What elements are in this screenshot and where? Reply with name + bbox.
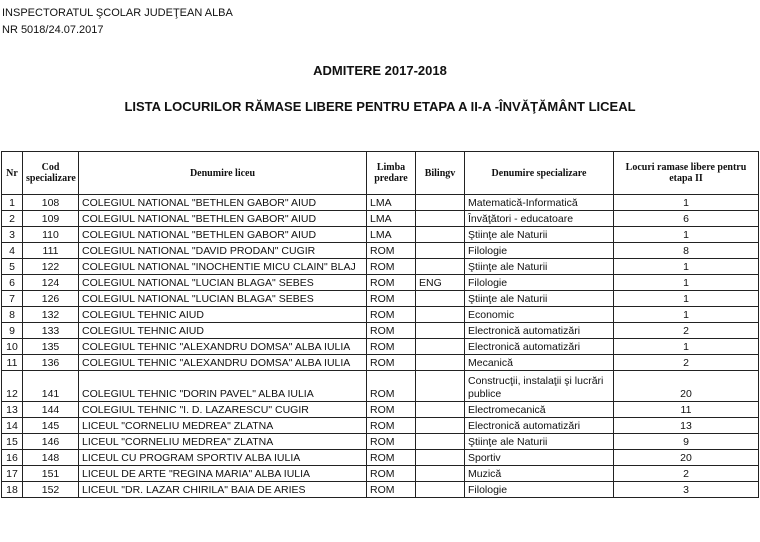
col-header-liceu: Denumire liceu	[79, 152, 367, 195]
row-bilingv	[416, 450, 465, 466]
row-liceu: COLEGIUL TEHNIC "DORIN PAVEL" ALBA IULIA	[79, 371, 367, 402]
row-bilingv	[416, 371, 465, 402]
row-locuri: 2	[614, 323, 759, 339]
row-bilingv	[416, 434, 465, 450]
col-header-specializare: Denumire specializare	[465, 152, 614, 195]
row-limba: ROM	[367, 323, 416, 339]
table-row	[2, 227, 759, 243]
row-bilingv	[416, 243, 465, 259]
row-specializare: Filologie	[465, 243, 614, 259]
institution-name: INSPECTORATUL ŞCOLAR JUDEŢEAN ALBA	[2, 7, 233, 19]
row-cod: 148	[23, 450, 79, 466]
row-liceu: COLEGIUL NATIONAL "BETHLEN GABOR" AIUD	[79, 211, 367, 227]
row-bilingv	[416, 227, 465, 243]
row-limba: ROM	[367, 371, 416, 402]
row-specializare: Construcţii, instalaţii şi lucrări publice	[465, 371, 614, 402]
row-cod: 108	[23, 195, 79, 211]
table-row	[2, 450, 759, 466]
table-row	[2, 482, 759, 498]
row-bilingv	[416, 323, 465, 339]
row-cod: 124	[23, 275, 79, 291]
document-subtitle: LISTA LOCURILOR RĂMASE LIBERE PENTRU ETAPA A II-A -ÎNVĂŢĂMÂNT LICEAL	[124, 99, 636, 114]
col-header-nr: Nr	[2, 152, 23, 195]
row-nr: 13	[2, 402, 23, 418]
row-limba: ROM	[367, 402, 416, 418]
row-cod: 133	[23, 323, 79, 339]
row-nr: 11	[2, 355, 23, 371]
places-table	[1, 151, 759, 498]
row-nr: 6	[2, 275, 23, 291]
col-header-cod: Cod specializare	[23, 152, 79, 195]
col-header-bilingv: Bilingv	[416, 152, 465, 195]
row-specializare: Filologie	[465, 482, 614, 498]
row-limba: ROM	[367, 418, 416, 434]
row-specializare: Electronică automatizări	[465, 339, 614, 355]
row-liceu: LICEUL DE ARTE "REGINA MARIA" ALBA IULIA	[79, 466, 367, 482]
row-bilingv	[416, 482, 465, 498]
row-cod: 109	[23, 211, 79, 227]
table-header-row	[2, 152, 759, 195]
row-limba: ROM	[367, 275, 416, 291]
col-header-limba: Limba predare	[367, 152, 416, 195]
row-specializare: Electromecanică	[465, 402, 614, 418]
row-nr: 7	[2, 291, 23, 307]
row-liceu: LICEUL "CORNELIU MEDREA" ZLATNA	[79, 418, 367, 434]
row-liceu: LICEUL "DR. LAZAR CHIRILA" BAIA DE ARIES	[79, 482, 367, 498]
row-bilingv	[416, 466, 465, 482]
row-locuri: 1	[614, 291, 759, 307]
row-locuri: 20	[614, 371, 759, 402]
row-cod: 135	[23, 339, 79, 355]
row-nr: 16	[2, 450, 23, 466]
row-locuri: 2	[614, 355, 759, 371]
row-locuri: 1	[614, 259, 759, 275]
row-liceu: COLEGIUL TEHNIC "ALEXANDRU DOMSA" ALBA IULIA	[79, 355, 367, 371]
row-bilingv	[416, 211, 465, 227]
row-limba: ROM	[367, 243, 416, 259]
row-liceu: COLEGIUL NATIONAL "DAVID PRODAN" CUGIR	[79, 243, 367, 259]
row-liceu: COLEGIUL NATIONAL "BETHLEN GABOR" AIUD	[79, 195, 367, 211]
row-cod: 122	[23, 259, 79, 275]
row-specializare: Ştiinţe ale Naturii	[465, 227, 614, 243]
row-locuri: 1	[614, 339, 759, 355]
col-header-locuri: Locuri ramase libere pentru etapa II	[614, 152, 759, 195]
table-row	[2, 307, 759, 323]
row-liceu: COLEGIUL TEHNIC "I. D. LAZARESCU" CUGIR	[79, 402, 367, 418]
row-cod: 132	[23, 307, 79, 323]
row-locuri: 20	[614, 450, 759, 466]
row-locuri: 11	[614, 402, 759, 418]
row-liceu: LICEUL "CORNELIU MEDREA" ZLATNA	[79, 434, 367, 450]
row-limba: ROM	[367, 339, 416, 355]
row-nr: 18	[2, 482, 23, 498]
row-nr: 10	[2, 339, 23, 355]
row-nr: 3	[2, 227, 23, 243]
row-bilingv: ENG	[416, 275, 465, 291]
row-specializare: Filologie	[465, 275, 614, 291]
row-liceu: COLEGIUL NATIONAL "LUCIAN BLAGA" SEBES	[79, 275, 367, 291]
row-bilingv	[416, 195, 465, 211]
table-row	[2, 195, 759, 211]
row-specializare: Electronică automatizări	[465, 323, 614, 339]
row-specializare: Sportiv	[465, 450, 614, 466]
row-locuri: 9	[614, 434, 759, 450]
row-nr: 12	[2, 371, 23, 402]
row-liceu: COLEGIUL TEHNIC "ALEXANDRU DOMSA" ALBA IULIA	[79, 339, 367, 355]
row-limba: ROM	[367, 259, 416, 275]
row-limba: ROM	[367, 291, 416, 307]
row-specializare: Ştiinţe ale Naturii	[465, 291, 614, 307]
row-nr: 17	[2, 466, 23, 482]
row-specializare: Economic	[465, 307, 614, 323]
row-liceu: LICEUL CU PROGRAM SPORTIV ALBA IULIA	[79, 450, 367, 466]
row-nr: 15	[2, 434, 23, 450]
row-locuri: 6	[614, 211, 759, 227]
row-nr: 4	[2, 243, 23, 259]
row-specializare: Muzică	[465, 466, 614, 482]
row-nr: 9	[2, 323, 23, 339]
table-row	[2, 402, 759, 418]
row-cod: 145	[23, 418, 79, 434]
row-locuri: 1	[614, 195, 759, 211]
row-liceu: COLEGIUL TEHNIC AIUD	[79, 307, 367, 323]
row-bilingv	[416, 259, 465, 275]
row-locuri: 1	[614, 307, 759, 323]
row-cod: 152	[23, 482, 79, 498]
table-row	[2, 355, 759, 371]
table-row	[2, 275, 759, 291]
row-locuri: 2	[614, 466, 759, 482]
row-liceu: COLEGIUL TEHNIC AIUD	[79, 323, 367, 339]
row-locuri: 8	[614, 243, 759, 259]
row-nr: 14	[2, 418, 23, 434]
row-cod: 136	[23, 355, 79, 371]
row-locuri: 3	[614, 482, 759, 498]
table-row	[2, 434, 759, 450]
table-row	[2, 323, 759, 339]
row-limba: ROM	[367, 355, 416, 371]
row-bilingv	[416, 418, 465, 434]
row-limba: ROM	[367, 434, 416, 450]
row-locuri: 1	[614, 275, 759, 291]
row-cod: 144	[23, 402, 79, 418]
row-nr: 8	[2, 307, 23, 323]
row-bilingv	[416, 355, 465, 371]
table-row	[2, 418, 759, 434]
row-specializare: Ştiinţe ale Naturii	[465, 259, 614, 275]
row-cod: 111	[23, 243, 79, 259]
row-bilingv	[416, 339, 465, 355]
row-nr: 5	[2, 259, 23, 275]
row-specializare: Mecanică	[465, 355, 614, 371]
table-row	[2, 339, 759, 355]
table-row	[2, 291, 759, 307]
row-cod: 141	[23, 371, 79, 402]
row-liceu: COLEGIUL NATIONAL "LUCIAN BLAGA" SEBES	[79, 291, 367, 307]
reference-number: NR 5018/24.07.2017	[2, 24, 104, 36]
row-locuri: 13	[614, 418, 759, 434]
row-limba: ROM	[367, 307, 416, 323]
row-limba: ROM	[367, 482, 416, 498]
row-cod: 126	[23, 291, 79, 307]
table-row	[2, 466, 759, 482]
row-locuri: 1	[614, 227, 759, 243]
row-bilingv	[416, 402, 465, 418]
table-body	[2, 195, 759, 498]
table-row	[2, 259, 759, 275]
row-bilingv	[416, 307, 465, 323]
row-liceu: COLEGIUL NATIONAL "INOCHENTIE MICU CLAIN" BLAJ	[79, 259, 367, 275]
row-limba: ROM	[367, 450, 416, 466]
row-cod: 110	[23, 227, 79, 243]
row-bilingv	[416, 291, 465, 307]
table-row	[2, 243, 759, 259]
row-limba: LMA	[367, 195, 416, 211]
row-limba: ROM	[367, 466, 416, 482]
row-cod: 146	[23, 434, 79, 450]
row-nr: 2	[2, 211, 23, 227]
row-specializare: Învăţători - educatoare	[465, 211, 614, 227]
row-nr: 1	[2, 195, 23, 211]
row-specializare: Electronică automatizări	[465, 418, 614, 434]
row-limba: LMA	[367, 227, 416, 243]
table-row	[2, 371, 759, 402]
row-specializare: Matematică-Informatică	[465, 195, 614, 211]
table-row	[2, 211, 759, 227]
row-limba: LMA	[367, 211, 416, 227]
row-cod: 151	[23, 466, 79, 482]
document-title: ADMITERE 2017-2018	[313, 63, 447, 78]
row-specializare: Ştiinţe ale Naturii	[465, 434, 614, 450]
row-liceu: COLEGIUL NATIONAL "BETHLEN GABOR" AIUD	[79, 227, 367, 243]
